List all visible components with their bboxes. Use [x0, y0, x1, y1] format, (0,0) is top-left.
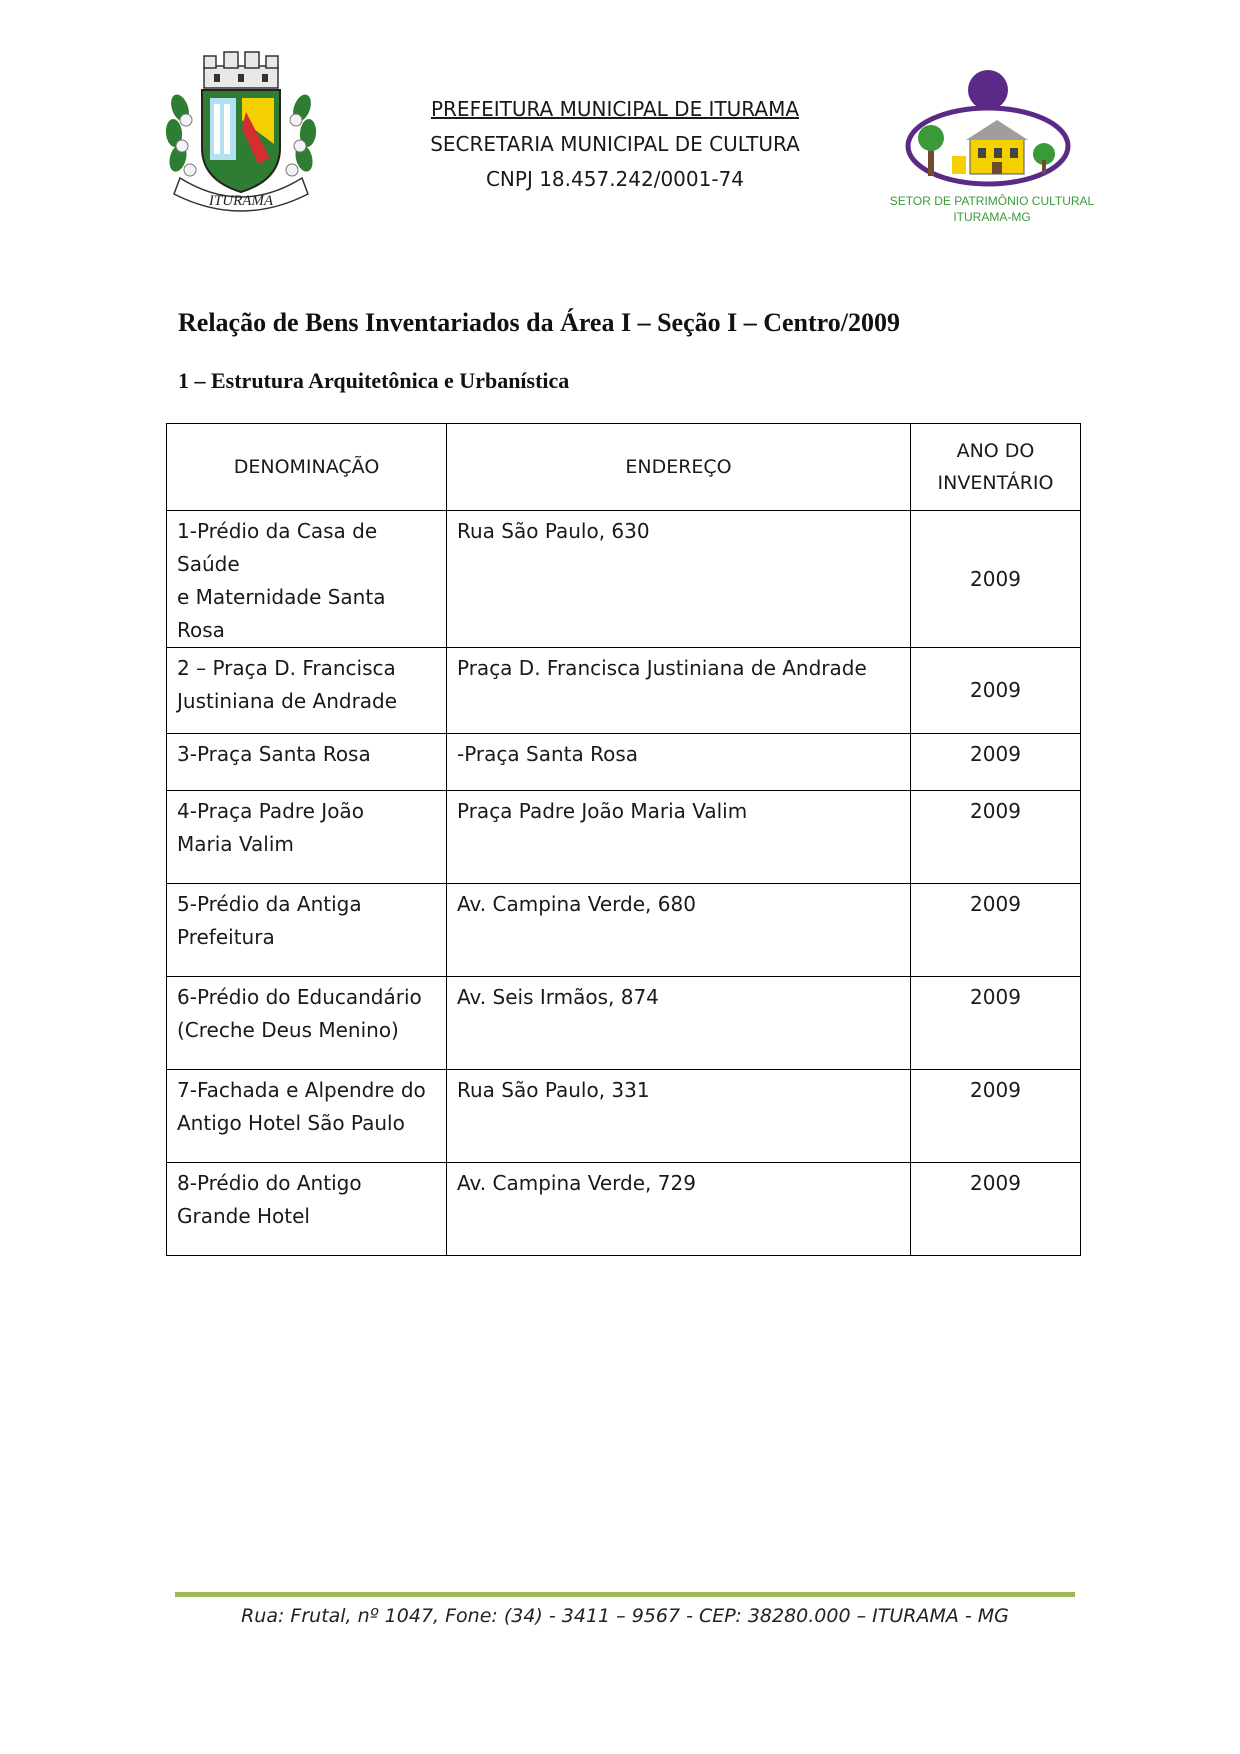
- name-line: 1-Prédio da Casa de Saúde: [177, 519, 378, 576]
- name-line: 6-Prédio do Educandário: [177, 985, 422, 1009]
- document-title: Relação de Bens Inventariados da Área I – Seção I – Centro/2009: [178, 308, 900, 337]
- year-cell: 2009: [911, 511, 1081, 648]
- institution-header: [380, 92, 850, 197]
- name-line: 7-Fachada e Alpendre do: [177, 1078, 426, 1102]
- address-cell: Av. Campina Verde, 680: [447, 884, 911, 977]
- header-ano-inventario: [911, 424, 1081, 511]
- name-line: e Maternidade Santa Rosa: [177, 585, 386, 642]
- prefeitura-name: PREFEITURA MUNICIPAL DE ITURAMA: [430, 97, 800, 121]
- name-line: 5-Prédio da Antiga: [177, 892, 362, 916]
- header-ano-line2: INVENTÁRIO: [937, 472, 1054, 494]
- year-cell: 2009: [911, 648, 1081, 734]
- name-cell: [167, 884, 447, 977]
- name-cell: [167, 511, 447, 648]
- cnpj-number: CNPJ 18.457.242/0001-74: [485, 167, 745, 191]
- name-line: Antigo Hotel São Paulo: [177, 1111, 405, 1135]
- logo-caption-line2: ITURAMA-MG: [953, 210, 1031, 224]
- name-cell: [167, 977, 447, 1070]
- name-line: Prefeitura: [177, 925, 275, 949]
- address-cell: Rua São Paulo, 630: [447, 511, 911, 648]
- table-row: [167, 734, 1081, 791]
- name-cell: 3-Praça Santa Rosa: [167, 734, 447, 791]
- header-ano-line1: ANO DO: [956, 440, 1035, 462]
- address-cell: Praça D. Francisca Justiniana de Andrade: [447, 648, 911, 734]
- table-row: [167, 1163, 1081, 1256]
- inventory-table: [166, 423, 1081, 1256]
- year-cell: 2009: [911, 977, 1081, 1070]
- logo-caption: [878, 193, 1106, 225]
- header-endereco: ENDEREÇO: [447, 424, 911, 511]
- logo-caption-line1: SETOR DE PATRIMÔNIO CULTURAL: [889, 194, 1095, 208]
- address-cell: Praça Padre João Maria Valim: [447, 791, 911, 884]
- secretaria-name: SECRETARIA MUNICIPAL DE CULTURA: [430, 132, 800, 156]
- name-cell: [167, 1163, 447, 1256]
- name-line: 4-Praça Padre João: [177, 799, 364, 823]
- table-row: [167, 884, 1081, 977]
- year-cell: 2009: [911, 791, 1081, 884]
- address-cell: Rua São Paulo, 331: [447, 1070, 911, 1163]
- table-row: [167, 977, 1081, 1070]
- name-line: Justiniana de Andrade: [177, 689, 398, 713]
- year-cell: 2009: [911, 734, 1081, 791]
- municipal-crest-logo: [158, 48, 324, 214]
- year-cell: 2009: [911, 1163, 1081, 1256]
- table-header-row: [167, 424, 1081, 511]
- year-cell: 2009: [911, 884, 1081, 977]
- name-cell: [167, 1070, 447, 1163]
- address-cell: Av. Seis Irmãos, 874: [447, 977, 911, 1070]
- header-denominacao: DENOMINAÇÃO: [167, 424, 447, 511]
- name-line: Grande Hotel: [177, 1204, 310, 1228]
- address-cell: -Praça Santa Rosa: [447, 734, 911, 791]
- footer-divider: [175, 1592, 1075, 1597]
- year-cell: 2009: [911, 1070, 1081, 1163]
- name-line: 2 – Praça D. Francisca: [177, 656, 396, 680]
- name-cell: [167, 648, 447, 734]
- section-title: 1 – Estrutura Arquitetônica e Urbanística: [178, 368, 570, 393]
- footer-address: Rua: Frutal, nº 1047, Fone: (34) - 3411 – 9567 - CEP: 38280.000 – ITURAMA - MG: [241, 1605, 1009, 1627]
- table-row: [167, 791, 1081, 884]
- table-row: [167, 648, 1081, 734]
- address-cell: Av. Campina Verde, 729: [447, 1163, 911, 1256]
- table-row: [167, 1070, 1081, 1163]
- name-line: (Creche Deus Menino): [177, 1018, 399, 1042]
- name-line: 8-Prédio do Antigo: [177, 1171, 362, 1195]
- name-cell: [167, 791, 447, 884]
- name-line: Maria Valim: [177, 832, 294, 856]
- crest-ribbon-text: ITURAMA: [208, 193, 274, 209]
- table-row: [167, 511, 1081, 648]
